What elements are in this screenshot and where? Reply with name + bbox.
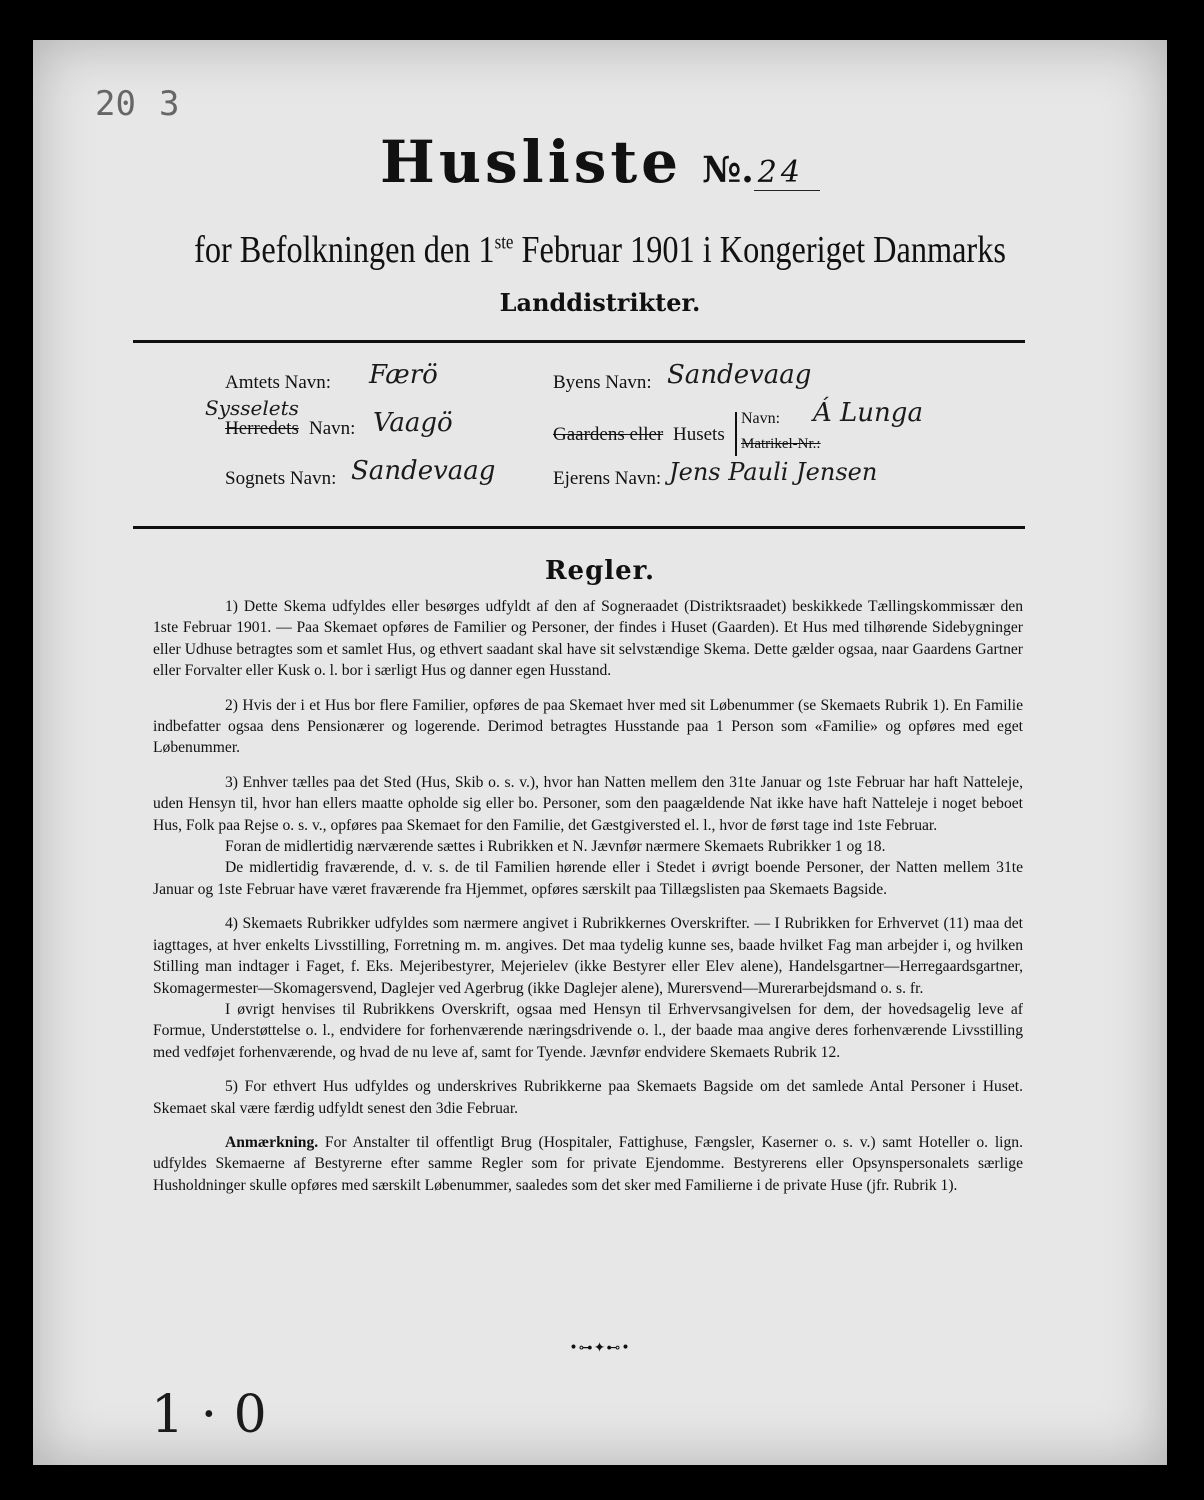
rule-paragraph-5: 5) For ethvert Hus udfyldes og underskrives Rubrikkerne paa Skemaets Bagside om det samlede Antal Personer i Huset. Skemaet skal være færdig udfyldt senest den 3die Februar. bbox=[153, 1078, 1023, 1117]
amt-label: Amtets Navn: bbox=[225, 372, 332, 393]
subtitle bbox=[118, 228, 1082, 272]
household-number: 24 bbox=[754, 155, 820, 191]
archive-number-left: 20 bbox=[95, 84, 136, 124]
rule-paragraph-3b: Foran de midlertidig nærværende sættes i Rubrikken et N. Jævnfør nærmere Skemaets Rubrikker 1 og 18. bbox=[225, 838, 886, 856]
number-label: №. bbox=[702, 149, 754, 191]
subtitle-part-b: Februar 1901 i Kongeriget Danmarks bbox=[513, 229, 1006, 271]
page-title bbox=[33, 128, 1167, 196]
rules-body bbox=[153, 596, 1023, 1209]
top-rule bbox=[133, 340, 1025, 343]
rule-paragraph-4b: I øvrigt henvises til Rubrikkens Overskrift, ogsaa med Hensyn til Erhvervsangivelsen for dem, der hovedsagelig leve af Formue, Understøttelse o. l., endvidere for forhenværende næringsdrivende o. l., der baade maa angive deres forhenværende Livsstilling med vedføjet forhenværende, og hvad de nu leve af, samt for Tyende. Jævnfør endvidere Skemaets Rubrik 12. bbox=[153, 1000, 1023, 1061]
title-text: Husliste bbox=[380, 128, 683, 196]
ejer-label: Ejerens Navn: bbox=[553, 468, 662, 489]
sogn-value: Sandevaag bbox=[351, 456, 496, 486]
note-paragraph bbox=[153, 1132, 1023, 1196]
census-form-page bbox=[33, 40, 1167, 1465]
herred-handwritten: Sysselets bbox=[205, 396, 299, 420]
rule-paragraph-3: 3) Enhver tælles paa det Sted (Hus, Skib o. s. v.), hvor han Natten mellem den 31te Januar og 1ste Februar har haft Natteleje, uden Hensyn til, hvor han ellers maatte opholde sig eller bo. Personer, som den paagældende Nat ikke have haft Natteleje i noget beboet Hus, Folk paa Rejse o. s. v., opføres paa Skemaet for den Familie, det Gæstgiversted el. l., hvor de først tage ind 1ste Februar. bbox=[153, 773, 1023, 834]
rule-paragraph-2: 2) Hvis der i et Hus bor flere Familier, opføres de paa Skemaet hver med sit Løbenummer (se Skemaets Rubrik 1). En Familie indbefatter ogsaa dens Pensionærer og logerende. Derimod betragtes Husstande paa 1 Person som «Familie» og opføres med eget Løbenummer. bbox=[153, 696, 1023, 757]
by-value: Sandevaag bbox=[667, 360, 812, 390]
gaard-label-struck: Gaardens eller bbox=[553, 424, 664, 445]
note-label: Anmærkning. bbox=[225, 1133, 319, 1151]
subtitle-part-a: for Befolkningen den 1 bbox=[194, 229, 495, 271]
navn-value: Á Lunga bbox=[813, 398, 923, 428]
archive-number-right: 3 bbox=[159, 84, 180, 124]
rule-paragraph-3c: De midlertidig fraværende, d. v. s. de til Familien hørende eller i Stedet i øvrigt boende Personer, der Natten mellem 31te Januar og 1ste Februar have været fraværende fra Hjemmet, opføres særskilt paa Tillægslisten paa Skemaets Bagside. bbox=[153, 859, 1023, 898]
rule-paragraph-4: 4) Skemaets Rubrikker udfyldes som nærmere angivet i Rubrikkernes Overskrifter. — I Rubrikken for Erhvervet (11) maa det iagttages, at hver enkelts Livsstilling, Forretning m. m. angives. Det maa tydelig kunne ses, baade hvilket Fag man arbejder i, og hvilken Stilling man indtager i Faget, f. Eks. Mejeribestyrer, Mejerielev (ikke Bestyrer eller Elev alene), Handelsgartner—Herregaardsgartner, Skomagermester—Skomagersvend, Daglejer ved Agerbrug (ikke Daglejer alene), Murersvend—Murerarbejdsmand o. s. fr. bbox=[153, 915, 1023, 997]
subtitle-sup: ste bbox=[494, 231, 514, 254]
herred-label-struck: Herredets bbox=[225, 418, 299, 439]
ejer-value: Jens Pauli Jensen bbox=[669, 458, 878, 486]
rules-heading: Regler. bbox=[544, 556, 656, 586]
district-type: Landdistrikter. bbox=[499, 288, 701, 317]
herred-value: Vaagö bbox=[373, 408, 453, 438]
rule-paragraph-1: 1) Dette Skema udfyldes eller besørges udfyldt af den af Sogneraadet (Distriktsraadet) beskikkede Tællingskommissær den 1ste Februar 1901. — Paa Skemaet opføres de Familier og Personer, der findes i Huset (Gaarden). Et Hus med tilhørende Sidebygninger eller Udhuse betragtes som et samlet Hus, og ethvert saadant skal have sit selvstændige Skema. Dette gælder ogsaa, naar Gaardens Gartner eller Forvalter eller Kusk o. l. bor i særligt Hus og danner egen Husstand. bbox=[153, 598, 1023, 680]
matrikel-label-struck: Matrikel-Nr.: bbox=[741, 436, 821, 452]
bracket bbox=[735, 412, 737, 456]
by-label: Byens Navn: bbox=[553, 372, 652, 393]
bottom-rule bbox=[133, 526, 1025, 529]
handwritten-bottom-number: 1 · 0 bbox=[151, 1385, 267, 1445]
herred-label: Navn: bbox=[309, 418, 356, 439]
note-text: For Anstalter til offentligt Brug (Hospitaler, Fattighuse, Fængsler, Kaserner o. s. v.) samt Hoteller o. lign. udfyldes Skemaerne af Bestyrerne efter samme Regler som for private Ejendomme. Bestyrerens eller Opsynspersonalets særlige Husholdninger skulle opføres med særskilt Løbenummer, saaledes som det sker med Familierne i de private Huse (jfr. Rubrik 1). bbox=[153, 1133, 1023, 1194]
amt-value: Færö bbox=[369, 360, 438, 390]
navn-label: Navn: bbox=[741, 410, 781, 427]
sogn-label: Sognets Navn: bbox=[225, 468, 337, 489]
ornament: •⊶✦⊷• bbox=[569, 1340, 631, 1356]
huset-label: Husets bbox=[673, 424, 725, 445]
